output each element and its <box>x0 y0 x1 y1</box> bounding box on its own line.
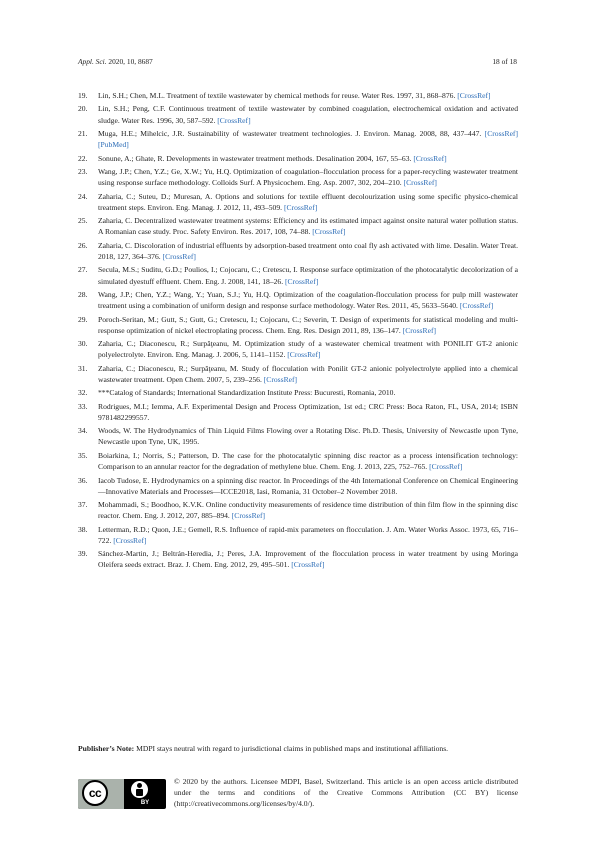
journal-citation <box>78 57 153 66</box>
license-text: © 2020 by the authors. Licensee MDPI, Basel, Switzerland. This article is an open access article distributed under the terms and conditions of the Creative Commons Attribution (CC BY) license (http://creativecommons.org/licenses/by/4.0/). <box>174 777 518 809</box>
reference-item <box>78 499 518 521</box>
crossref-link[interactable]: [CrossRef] <box>217 115 251 125</box>
reference-item <box>78 524 518 546</box>
reference-number: 38. <box>78 524 88 534</box>
reference-number: 34. <box>78 426 88 436</box>
crossref-link[interactable]: [CrossRef] <box>413 153 447 163</box>
reference-number: 24. <box>78 191 88 201</box>
reference-item <box>78 289 518 311</box>
reference-text: Woods, W. The Hydrodynamics of Thin Liquid Films Flowing over a Rotating Disc. Ph.D. Thesis, University of Newcastle upon Tyne, Newcastle upon Tyne, UK, 1995. <box>98 426 518 447</box>
reference-text: Zaharia, C. Discoloration of industrial effluents by adsorption-based treatment onto coal fly ash activated with lime. Desalin. Water Treat. 2018, 127, 364–376. <box>98 240 518 261</box>
crossref-link[interactable]: [CrossRef] <box>402 325 437 335</box>
reference-list <box>78 90 518 573</box>
reference-text: Zaharia, C. Decentralized wastewater treatment systems: Efficiency and its estimated impact against onsite natural water pollution status. A Romanian case study. Proc. Safety Environ. Res. 2017, 108, 74–88. <box>98 216 518 237</box>
reference-item <box>78 450 518 472</box>
reference-number: 22. <box>78 153 88 163</box>
reference-item <box>78 90 518 101</box>
cc-badge-left <box>78 779 124 809</box>
reference-item <box>78 548 518 570</box>
publisher-note-label: Publisher’s Note: <box>78 744 135 753</box>
reference-item <box>78 425 518 447</box>
crossref-link[interactable]: [CrossRef] <box>263 374 298 384</box>
reference-text: Rodrigues, M.I.; Iemma, A.F. Experimental Design and Process Optimization, 1st ed.; CRC Press: Boca Raton, FL, USA, 2014; ISBN 9781482299557. <box>98 401 518 422</box>
reference-number: 32. <box>78 388 88 398</box>
reference-text: Lin, S.H.; Peng, C.F. Continuous treatment of textile wastewater by combined coagulation, electrochemical oxidation and activated sludge. Water Res. 1996, 30, 587–592. <box>98 104 518 125</box>
reference-number: 37. <box>78 500 88 510</box>
reference-number: 28. <box>78 290 88 300</box>
reference-item <box>78 363 518 385</box>
reference-number: 20. <box>78 104 88 114</box>
reference-text: Mohammadi, S.; Boodhoo, K.V.K. Online conductivity measurements of residence time distribution of thin film flow in the spinning disc reactor. Chem. Eng. J. 2012, 207, 885–894. <box>98 500 518 521</box>
reference-text: Poroch-Seritan, M.; Gutt, S.; Gutt, G.; Cretescu, I.; Cojocaru, C.; Severin, T. Design of experiments for statistical modeling and multi-response optimization of nickel electroplating process. Chem. Eng. Res. Design 2011, 89, 136–147. <box>98 314 518 335</box>
reference-text: Wang, J.P.; Chen, Y.Z.; Ge, X.W.; Yu, H.Q. Optimization of coagulation–flocculation process for a paper-recycling wastewater treatment using response surface methodology. Colloids Surf. A Physicochem. Eng. Asp. 2007, 302, 204–210. <box>98 167 518 188</box>
reference-item <box>78 215 518 237</box>
reference-number: 39. <box>78 549 88 559</box>
reference-item <box>78 191 518 213</box>
page-number: 18 of 18 <box>492 57 517 66</box>
reference-item <box>78 128 518 150</box>
cc-by-badge[interactable] <box>78 779 166 809</box>
crossref-link[interactable]: [CrossRef] <box>291 560 325 570</box>
crossref-link[interactable]: [CrossRef] <box>457 91 491 100</box>
pubmed-link[interactable]: [PubMed] <box>98 140 129 150</box>
license-block <box>78 776 518 826</box>
crossref-link[interactable]: [CrossRef] <box>312 227 346 237</box>
reference-number: 21. <box>78 129 88 139</box>
reference-text: Sonune, A.; Ghate, R. Developments in wastewater treatment methods. Desalination 2004, 167, 55–63. <box>98 153 412 163</box>
reference-text: Wang, J.P.; Chen, Y.Z.; Wang, Y.; Yuan, S.J.; Yu, H.Q. Optimization of the coagulation-flocculation process for pulp mill wastewater treatment using a combination of uniform design and response surface methodology. Water Res. 2011, 45, 5633–5640. <box>98 290 518 311</box>
reference-text: Zaharia, C.; Diaconescu, R.; Surpăţeanu, M. Study of flocculation with Ponilit GT-2 anionic polyelectrolyte applied into a chemical wastewater treatment. Open Chem. 2007, 5, 239–256. <box>98 363 518 384</box>
cc-logo-icon: cc <box>82 780 108 806</box>
crossref-link[interactable]: [CrossRef] <box>403 178 437 188</box>
reference-item <box>78 387 518 398</box>
citation-info: 2020, 10, 8687 <box>108 57 153 66</box>
reference-item <box>78 338 518 360</box>
reference-text: ***Catalog of Standards; International Standardization Institute Press: Bucuresti, Romania, 2010. <box>98 388 396 398</box>
publisher-note <box>78 743 518 754</box>
journal-name: Appl. Sci. <box>78 57 107 66</box>
by-label: BY <box>140 800 150 806</box>
reference-number: 31. <box>78 363 88 373</box>
crossref-link[interactable]: [CrossRef] <box>283 202 318 212</box>
reference-item <box>78 153 518 164</box>
reference-item <box>78 103 518 125</box>
reference-text: Secula, M.S.; Suditu, G.D.; Poulios, I.; Cojocaru, C.; Cretescu, I. Response surface optimization of the photocatalytic decolorization of a simulated dyestuff effluent. Chem. Eng. J. 2008, 141, 18–26. <box>98 265 518 286</box>
reference-text: Letterman, R.D.; Quon, J.E.; Gemell, R.S. Influence of rapid-mix parameters on flocculation. J. Am. Water Works Assoc. 1973, 65, 716–722. <box>98 524 518 545</box>
reference-item <box>78 401 518 423</box>
crossref-link[interactable]: [CrossRef] <box>162 251 196 261</box>
page-header <box>78 57 517 66</box>
reference-text: Lin, S.H.; Chen, M.L. Treatment of textile wastewater by chemical methods for reuse. Water Res. 1997, 31, 868–876. <box>98 91 456 100</box>
reference-number: 35. <box>78 450 88 460</box>
publisher-note-text: MDPI stays neutral with regard to jurisdictional claims in published maps and institutional affiliations. <box>136 744 449 753</box>
reference-text: Zaharia, C.; Suteu, D.; Muresan, A. Options and solutions for textile effluent decolourization using some specific physico-chemical treatment steps. Environ. Eng. Manag. J. 2012, 11, 493–509. <box>98 191 518 212</box>
reference-item <box>78 264 518 286</box>
reference-number: 19. <box>78 91 88 100</box>
reference-item <box>78 314 518 336</box>
reference-number: 27. <box>78 265 88 275</box>
reference-number: 29. <box>78 314 88 324</box>
reference-text: Sánchez-Martin, J.; Beltrán-Heredia, J.; Peres, J.A. Improvement of the flocculation process in water treatment by using Moringa Oleifera seeds extract. Braz. J. Chem. Eng. 2012, 29, 495–501. <box>98 549 518 570</box>
reference-number: 36. <box>78 475 88 485</box>
reference-item <box>78 166 518 188</box>
reference-text: Muga, H.E.; Mihelcic, J.R. Sustainability of wastewater treatment technologies. J. Environ. Manag. 2008, 88, 437–447. <box>98 129 482 139</box>
crossref-link[interactable]: [CrossRef] <box>285 276 319 286</box>
crossref-link[interactable]: [CrossRef] <box>484 129 518 139</box>
crossref-link[interactable]: [CrossRef] <box>287 350 321 360</box>
reference-number: 30. <box>78 339 88 349</box>
crossref-link[interactable]: [CrossRef] <box>113 535 147 545</box>
reference-text: Boiarkina, I.; Norris, S.; Patterson, D. The case for the photocatalytic spinning disc reactor as a process intensification technology: Comparison to an annular reactor for the degradation of methylene blue. Chem. Eng. J. 2013, 225, 752–765. <box>98 450 518 472</box>
attribution-person-icon <box>131 781 148 798</box>
reference-text: Zaharia, C.; Diaconescu, R.; Surpăţeanu, M. Optimization study of a wastewater chemical treatment with PONILIT GT-2 anionic polyelectrolyte. Environ. Eng. Manag. J. 2006, 5, 1141–1152. <box>98 339 518 360</box>
reference-text: Iacob Tudose, E. Hydrodynamics on a spinning disc reactor. In Proceedings of the 4th International Conference on Chemical Engineering—Innovative Materials and Processes—ICCE2018, Iasi, Romania, 31 October–2 November 2018. <box>98 475 518 496</box>
reference-number: 33. <box>78 401 88 411</box>
reference-item <box>78 475 518 497</box>
reference-item <box>78 240 518 262</box>
reference-number: 26. <box>78 240 88 250</box>
crossref-link[interactable]: [CrossRef] <box>429 462 463 472</box>
crossref-link[interactable]: [CrossRef] <box>231 511 266 521</box>
reference-number: 25. <box>78 216 88 226</box>
crossref-link[interactable]: [CrossRef] <box>459 301 494 311</box>
reference-number: 23. <box>78 167 88 177</box>
